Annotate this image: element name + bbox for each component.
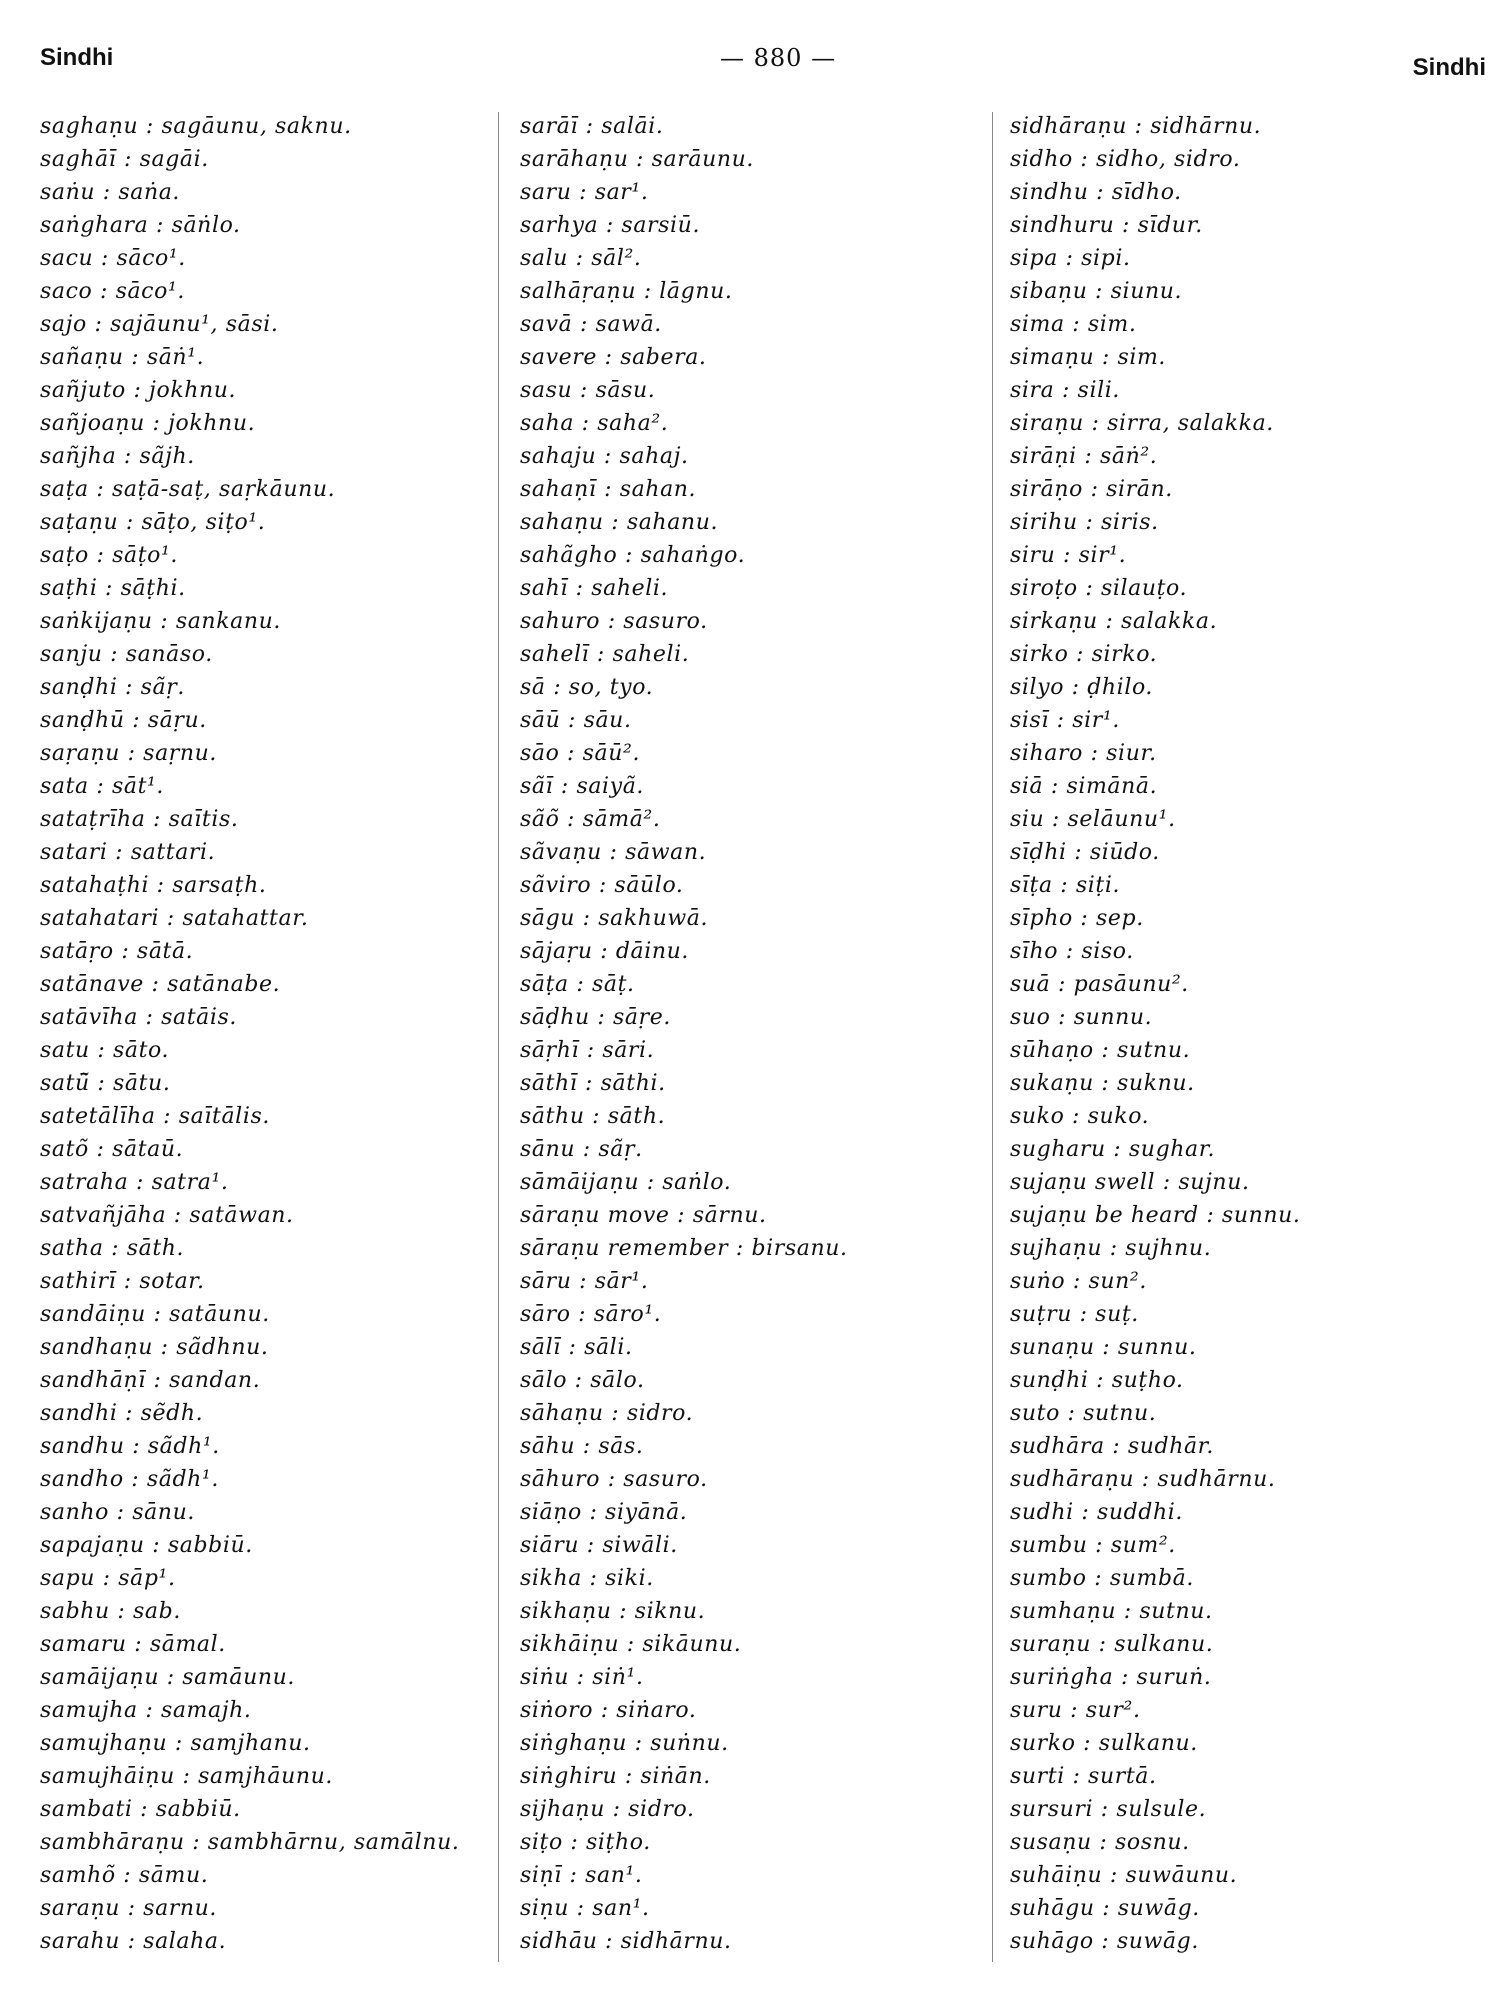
glossary-entry: suko : suko. [1010, 1104, 1150, 1129]
glossary-column-2 [520, 110, 990, 1958]
glossary-entry: saṭo : sāṭo¹. [40, 543, 178, 568]
glossary-entry: satvañjāha : satāwan. [40, 1203, 294, 1228]
glossary-entry: siṅoro : siṅaro. [520, 1698, 697, 1723]
glossary-entry: satahatari : satahattar. [40, 906, 309, 931]
glossary-entry: siharo : siur. [1010, 741, 1157, 766]
glossary-entry: saṭaṇu : sāṭo, siṭo¹. [40, 510, 266, 535]
glossary-entry: sumbo : sumbā. [1010, 1566, 1194, 1591]
glossary-entry: sujhaṇu : sujhnu. [1010, 1236, 1212, 1261]
glossary-entry: sukaṇu : suknu. [1010, 1071, 1195, 1096]
glossary-entry: sāru : sār¹. [520, 1269, 649, 1294]
glossary-entry: sarāī : salāi. [520, 114, 664, 139]
glossary-entry: sāthī : sāthi. [520, 1071, 666, 1096]
glossary-entry: satetālīha : saītālis. [40, 1104, 270, 1129]
glossary-entry: siāṇo : siyānā. [520, 1500, 688, 1525]
glossary-entry: siāru : siwāli. [520, 1533, 678, 1558]
glossary-entry: sapu : sāp¹. [40, 1566, 176, 1591]
glossary-entry: sāraṇu move : sārnu. [520, 1203, 767, 1228]
glossary-entry: saṛaṇu : saṛnu. [40, 741, 218, 766]
glossary-entry: saco : sāco¹. [40, 279, 185, 304]
glossary-entry: sāhaṇu : sidro. [520, 1401, 694, 1426]
glossary-column-3 [1010, 110, 1490, 1958]
glossary-entry: sikha : siki. [520, 1566, 654, 1591]
glossary-entry: saraṇu : sarnu. [40, 1896, 218, 1921]
glossary-entry: samhõ : sāmu. [40, 1863, 209, 1888]
glossary-entry: sunaṇu : sunnu. [1010, 1335, 1197, 1360]
glossary-entry: sacu : sāco¹. [40, 246, 186, 271]
glossary-entry: suraṇu : sulkanu. [1010, 1632, 1214, 1657]
glossary-entry: satahaṭhi : sarsaṭh. [40, 873, 267, 898]
glossary-entry: salhāṛaṇu : lāgnu. [520, 279, 733, 304]
glossary-entry: sāhuro : sasuro. [520, 1467, 708, 1492]
glossary-entry: sanḍhū : sāṛu. [40, 708, 207, 733]
glossary-entry: sandhi : sẽdh. [40, 1401, 204, 1426]
glossary-entry: saṅkijaṇu : sankanu. [40, 609, 281, 634]
glossary-entry: suo : sunnu. [1010, 1005, 1153, 1030]
glossary-entry: sañjuto : jokhnu. [40, 378, 237, 403]
glossary-entry: surti : surtā. [1010, 1764, 1157, 1789]
glossary-entry: siṭo : siṭho. [520, 1830, 651, 1855]
glossary-entry: sāro : sāro¹. [520, 1302, 662, 1327]
glossary-entry: sikhāiṇu : sikāunu. [520, 1632, 742, 1657]
glossary-entry: sāo : sāū². [520, 741, 641, 766]
glossary-entry: siraṇu : sirra, salakka. [1010, 411, 1274, 436]
glossary-entry: sanho : sānu. [40, 1500, 195, 1525]
glossary-entry: sānu : sãṛ. [520, 1137, 643, 1162]
glossary-entry: sugharu : sughar. [1010, 1137, 1216, 1162]
glossary-entry: satāṛo : sātā. [40, 939, 194, 964]
glossary-entry: sā : so, tyo. [520, 675, 654, 700]
glossary-entry: siā : simānā. [1010, 774, 1158, 799]
glossary-entry: sindhuru : sīdur. [1010, 213, 1203, 238]
glossary-entry: sira : sili. [1010, 378, 1120, 403]
glossary-entry: sāmāijaṇu : saṅlo. [520, 1170, 732, 1195]
glossary-entry: susaṇu : sosnu. [1010, 1830, 1190, 1855]
glossary-entry: sursuri : sulsule. [1010, 1797, 1207, 1822]
glossary-entry: sidhāraṇu : sidhārnu. [1010, 114, 1262, 139]
glossary-entry: sāthu : sāth. [520, 1104, 666, 1129]
glossary-entry: samujhaṇu : samjhanu. [40, 1731, 311, 1756]
glossary-entry: sandāiṇu : satāunu. [40, 1302, 270, 1327]
glossary-entry: sijhaṇu : sidro. [520, 1797, 695, 1822]
glossary-entry: sapajaṇu : sabbiū. [40, 1533, 253, 1558]
glossary-entry: silyo : ḍhilo. [1010, 675, 1154, 700]
glossary-entry: sañjha : sãjh. [40, 444, 195, 469]
glossary-entry: sarhya : sarsiū. [520, 213, 701, 238]
glossary-entry: sujaṇu swell : sujnu. [1010, 1170, 1250, 1195]
glossary-entry: sūhaṇo : sutnu. [1010, 1038, 1191, 1063]
glossary-entry: sīho : siso. [1010, 939, 1134, 964]
glossary-entry: satāvīha : satāis. [40, 1005, 237, 1030]
glossary-entry: sarahu : salaha. [40, 1929, 227, 1954]
glossary-entry: sālo : sālo. [520, 1368, 645, 1393]
glossary-entry: sãī : saiyã. [520, 774, 645, 799]
glossary-entry: sipa : sipi. [1010, 246, 1131, 271]
glossary-entry: sibaṇu : siunu. [1010, 279, 1183, 304]
glossary-entry: sima : sim. [1010, 312, 1137, 337]
glossary-entry: sahuro : sasuro. [520, 609, 708, 634]
glossary-entry: saṭhi : sāṭhi. [40, 576, 186, 601]
glossary-column-1 [40, 110, 510, 1958]
glossary-entry: saṅghara : sāṅlo. [40, 213, 241, 238]
glossary-entry: sidhāu : sidhārnu. [520, 1929, 732, 1954]
glossary-entry: sarāhaṇu : sarāunu. [520, 147, 754, 172]
glossary-entry: sīṭa : siṭi. [1010, 873, 1121, 898]
glossary-entry: sirāṇo : sirān. [1010, 477, 1173, 502]
glossary-entry: sanḍhi : sãṛ. [40, 675, 185, 700]
glossary-entry: sāṛhī : sāri. [520, 1038, 655, 1063]
glossary-entry: sandho : sãdh¹. [40, 1467, 219, 1492]
glossary-entry: sãõ : sāmā². [520, 807, 661, 832]
glossary-entry: suṅo : sun². [1010, 1269, 1147, 1294]
glossary-entry: sañaṇu : sāṅ¹. [40, 345, 205, 370]
glossary-entry: sata : sāt¹. [40, 774, 165, 799]
glossary-entry: sãviro : sāūlo. [520, 873, 684, 898]
glossary-entry: savere : sabera. [520, 345, 707, 370]
glossary-entry: sindhu : sīdho. [1010, 180, 1182, 205]
glossary-entry: sahãgho : sahaṅgo. [520, 543, 746, 568]
glossary-entry: saha : saha². [520, 411, 669, 436]
glossary-entry: sunḍhi : suṭho. [1010, 1368, 1184, 1393]
glossary-entry: surko : sulkanu. [1010, 1731, 1198, 1756]
glossary-entry: sirkaṇu : salakka. [1010, 609, 1218, 634]
glossary-entry: samujhāiṇu : samjhāunu. [40, 1764, 333, 1789]
glossary-entry: sahaju : sahaj. [520, 444, 689, 469]
glossary-entry: sañjoaṇu : jokhnu. [40, 411, 256, 436]
column-divider [992, 112, 993, 1962]
glossary-entry: sumhaṇu : sutnu. [1010, 1599, 1213, 1624]
glossary-entry: sandhāṇī : sandan. [40, 1368, 261, 1393]
glossary-entry: sathirī : sotar. [40, 1269, 205, 1294]
glossary-entry: salu : sāl². [520, 246, 642, 271]
glossary-entry: satū̃ : sātu. [40, 1071, 171, 1096]
glossary-entry: satha : sāth. [40, 1236, 185, 1261]
glossary-entry: siu : selāunu¹. [1010, 807, 1176, 832]
header-left-label: Sindhi [40, 44, 114, 71]
glossary-entry: suru : sur². [1010, 1698, 1141, 1723]
glossary-entry: saghaṇu : sagāunu, saknu. [40, 114, 352, 139]
glossary-entry: suṭru : suṭ. [1010, 1302, 1139, 1327]
glossary-entry: sisī : sir¹. [1010, 708, 1120, 733]
glossary-entry: sahī : saheli. [520, 576, 669, 601]
glossary-entry: sajo : sajāunu¹, sāsi. [40, 312, 279, 337]
glossary-entry: suā : pasāunu². [1010, 972, 1189, 997]
glossary-entry: sataṭrīha : saītis. [40, 807, 239, 832]
glossary-entry: siṅghiru : siṅān. [520, 1764, 711, 1789]
glossary-entry: sujaṇu be heard : sunnu. [1010, 1203, 1301, 1228]
glossary-entry: satari : sattari. [40, 840, 216, 865]
glossary-entry: sāū : sāu. [520, 708, 632, 733]
glossary-entry: sāhu : sās. [520, 1434, 644, 1459]
glossary-entry: sikhaṇu : siknu. [520, 1599, 706, 1624]
glossary-entry: sāgu : sakhuwā. [520, 906, 709, 931]
glossary-entry: sabhu : sab. [40, 1599, 181, 1624]
glossary-entry: saṅu : saṅa. [40, 180, 181, 205]
glossary-entry: samaru : sāmal. [40, 1632, 226, 1657]
glossary-entry: savā : sawā. [520, 312, 662, 337]
glossary-entry: saru : sar¹. [520, 180, 649, 205]
glossary-entry: sāḍhu : sāṛe. [520, 1005, 671, 1030]
glossary-entry: suhāgo : suwāg. [1010, 1929, 1199, 1954]
glossary-entry: sambhāraṇu : sambhārnu, samālnu. [40, 1830, 460, 1855]
glossary-entry: suriṅgha : suruṅ. [1010, 1665, 1212, 1690]
glossary-entry: sirko : sirko. [1010, 642, 1158, 667]
glossary-entry: siṅghaṇu : suṅnu. [520, 1731, 729, 1756]
glossary-entry: suto : sutnu. [1010, 1401, 1157, 1426]
glossary-entry: siṅu : siṅ¹. [520, 1665, 644, 1690]
glossary-entry: satānave : satānabe. [40, 972, 281, 997]
glossary-entry: samujha : samajh. [40, 1698, 252, 1723]
glossary-entry: sāṭa : sāṭ. [520, 972, 635, 997]
glossary-entry: sīḍhi : siūdo. [1010, 840, 1160, 865]
glossary-entry: sīpho : sep. [1010, 906, 1144, 931]
glossary-entry: sambati : sabbiū. [40, 1797, 241, 1822]
glossary-entry: satõ : sātaū. [40, 1137, 184, 1162]
glossary-entry: siṇī : san¹. [520, 1863, 643, 1888]
glossary-entry: sanju : sanāso. [40, 642, 213, 667]
glossary-entry: sandhaṇu : sãdhnu. [40, 1335, 269, 1360]
glossary-entry: satraha : satra¹. [40, 1170, 229, 1195]
glossary-entry: sahelī : saheli. [520, 642, 690, 667]
glossary-entry: siru : sir¹. [1010, 543, 1127, 568]
header-right-label: Sindhi [1412, 54, 1486, 81]
glossary-entry: sãvaṇu : sāwan. [520, 840, 707, 865]
glossary-entry: sudhi : suddhi. [1010, 1500, 1183, 1525]
glossary-entry: sirihu : siris. [1010, 510, 1159, 535]
glossary-entry: sumbu : sum². [1010, 1533, 1176, 1558]
glossary-entry: sājaṛu : dāinu. [520, 939, 689, 964]
glossary-entry: sudhāraṇu : sudhārnu. [1010, 1467, 1276, 1492]
glossary-entry: sāraṇu remember : birsanu. [520, 1236, 848, 1261]
glossary-entry: siroṭo : silauṭo. [1010, 576, 1188, 601]
glossary-entry: suhāgu : suwāg. [1010, 1896, 1200, 1921]
glossary-entry: saṭa : saṭā-saṭ, saṛkāunu. [40, 477, 336, 502]
glossary-entry: samāijaṇu : samāunu. [40, 1665, 295, 1690]
glossary-entry: simaṇu : sim. [1010, 345, 1167, 370]
glossary-entry: suhāiṇu : suwāunu. [1010, 1863, 1238, 1888]
glossary-entry: sandhu : sãdh¹. [40, 1434, 220, 1459]
glossary-entry: sudhāra : sudhār. [1010, 1434, 1214, 1459]
glossary-entry: sahaṇī : sahan. [520, 477, 697, 502]
glossary-entry: siṇu : san¹. [520, 1896, 650, 1921]
glossary-entry: sasu : sāsu. [520, 378, 656, 403]
page-number: — 880 — [720, 44, 837, 72]
glossary-entry: sālī : sāli. [520, 1335, 633, 1360]
glossary-entry: sidho : sidho, sidro. [1010, 147, 1241, 172]
page-header [0, 44, 1500, 84]
glossary-entry: satu : sāto. [40, 1038, 170, 1063]
glossary-entry: saghāī : sagāi. [40, 147, 209, 172]
glossary-entry: sirāṇi : sāṅ². [1010, 444, 1158, 469]
glossary-entry: sahaṇu : sahanu. [520, 510, 719, 535]
